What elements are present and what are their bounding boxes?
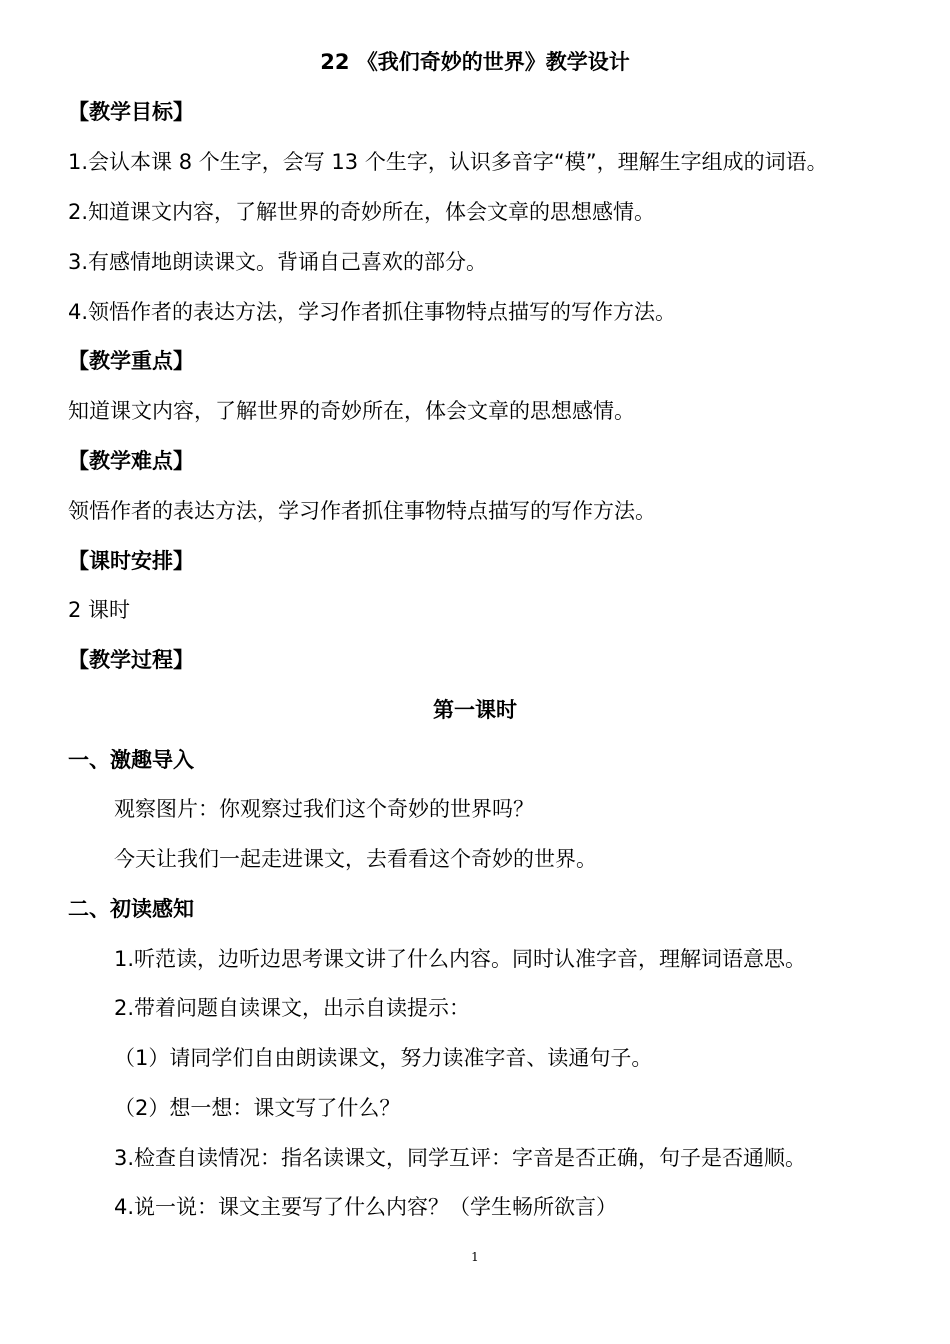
- objective-item: 4.领悟作者的表达方法，学习作者抓住事物特点描写的写作方法。: [68, 300, 677, 324]
- section-heading: 一、激趣导入: [68, 748, 194, 772]
- section-line: 观察图片：你观察过我们这个奇妙的世界吗？: [114, 797, 534, 821]
- page-number: 1: [471, 1250, 479, 1264]
- section-line: （1）请同学们自由朗读课文，努力读准字音、读通句子。: [114, 1046, 653, 1070]
- document-title: 22 《我们奇妙的世界》教学设计: [320, 50, 630, 74]
- difficulties-heading: 【教学难点】: [68, 449, 194, 473]
- difficulties-text: 领悟作者的表达方法，学习作者抓住事物特点描写的写作方法。: [68, 499, 656, 523]
- objectives-heading: 【教学目标】: [68, 100, 194, 124]
- section-line: 今天让我们一起走进课文，去看看这个奇妙的世界。: [114, 847, 597, 871]
- key-points-heading: 【教学重点】: [68, 349, 194, 373]
- schedule-heading: 【课时安排】: [68, 549, 194, 573]
- section-line: 2.带着问题自读课文，出示自读提示：: [114, 996, 471, 1020]
- lesson-title: 第一课时: [433, 698, 517, 722]
- process-heading: 【教学过程】: [68, 648, 194, 672]
- objective-item: 2.知道课文内容，了解世界的奇妙所在，体会文章的思想感情。: [68, 200, 656, 224]
- section-line: 4.说一说：课文主要写了什么内容？（学生畅所欲言）: [114, 1195, 618, 1219]
- key-points-text: 知道课文内容，了解世界的奇妙所在，体会文章的思想感情。: [68, 399, 635, 423]
- objective-item: 3.有感情地朗读课文。背诵自己喜欢的部分。: [68, 250, 488, 274]
- objective-item: 1.会认本课 8 个生字，会写 13 个生字，认识多音字“模”，理解生字组成的词语。: [68, 150, 828, 174]
- schedule-text: 2 课时: [68, 598, 131, 622]
- section-line: 3.检查自读情况：指名读课文，同学互评：字音是否正确，句子是否通顺。: [114, 1146, 807, 1170]
- section-heading: 二、初读感知: [68, 897, 194, 921]
- section-line: 1.听范读，边听边思考课文讲了什么内容。同时认准字音，理解词语意思。: [114, 947, 807, 971]
- section-line: （2）想一想：课文写了什么？: [114, 1096, 401, 1120]
